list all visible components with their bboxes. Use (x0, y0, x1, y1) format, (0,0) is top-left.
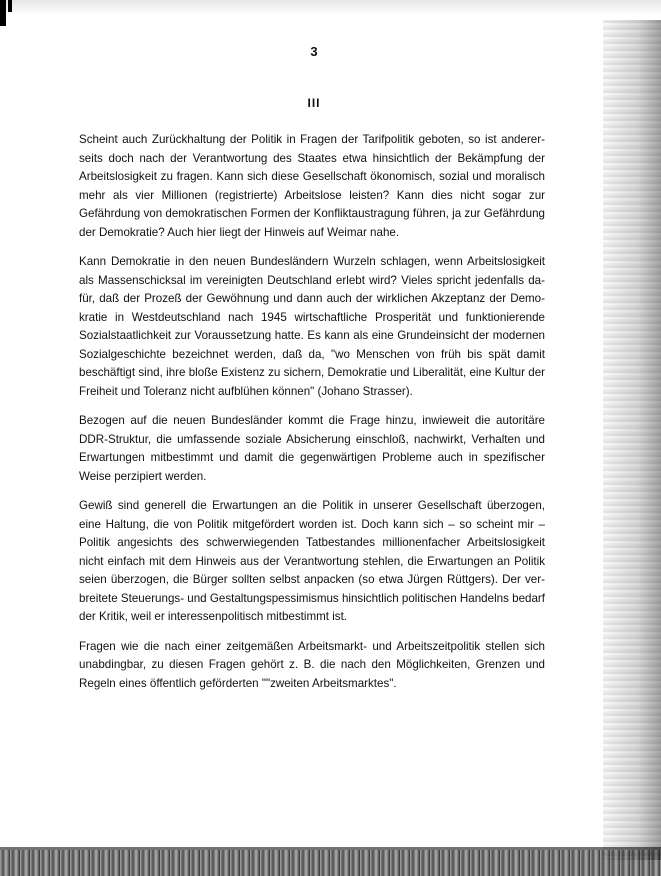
scan-shadow-top (0, 0, 661, 14)
paragraph-2: Kann Demokratie in den neuen Bundesländern Wurzeln schlagen, wenn Arbeitslosigkeit als Massenschicksal im vereinigten Deutschland erlebt wird? Vieles spricht jedenfalls dafür, daß der Prozeß der Gewöhnung und dann auch der wirklichen Akzeptanz der Demokratie in Westdeutschland nach 1945 wirtschaftliche Prosperität und funktionierende Sozialstaatlichkeit zur Voraussetzung hatte. Es kann als eine Grundeinsicht der modernen Sozialgeschichte bezeichnet werden, daß da, "wo Menschen von früh bis spät damit beschäftigt sind, ihre bloße Existenz zu sichern, Demokratie und Liberalität, eine Kultur der Freiheit und Toleranz nicht aufblühen können" (Johano Strasser). (79, 255, 545, 398)
paragraph-5: Fragen wie die nach einer zeitgemäßen Arbeitsmarkt- und Arbeitszeitpolitik stellen sich unabdingbar, zu diesen Fragen gehört z. B. die nach den Möglichkeiten, Grenzen und Regeln eines öffentlich geförderten ""zweiten Arbeitsmarktes". (79, 639, 545, 690)
paragraph-3: Bezogen auf die neuen Bundesländer kommt die Frage hinzu, inwieweit die autoritäre DDR-Struktur, die umfassende soziale Absicherung einschloß, nachwirkt, Verhalten und Erwartungen mitbestimmt und damit die gegenwärtigen Probleme auch in spezifischer Weise perzipiert werden. (79, 414, 545, 483)
page-number: 3 (310, 44, 318, 59)
paragraph-4: Gewiß sind generell die Erwartungen an die Politik in unserer Gesellschaft überzogen, eine Haltung, die von Politik mitgefördert worden ist. Doch kann sich – so scheint mir – Politik angesichts des schwerwiegenden Tatbestandes millionenfacher Arbeitslosigkeit nicht einfach mit dem Hinweis aus der Verantwortung stehlen, die Erwartungen an Politik seien überzogen, die Bürger sollten selbst anpacken (so etwa Jürgen Rüttgers). Der verbreitete Steuerungs- und Gestaltungspessimismus hinsichtlich politischen Handelns bedarf der Kritik, weil er interessenpolitisch mitbestimmt ist. (79, 499, 545, 623)
scan-shadow-right (603, 20, 661, 860)
scan-corner-mark (0, 0, 6, 26)
scan-corner-mark-small (8, 0, 12, 12)
body-text (79, 131, 545, 704)
scan-shadow-bottom (0, 850, 661, 876)
section-heading: III (307, 96, 321, 110)
paragraph-1: Scheint auch Zurückhaltung der Politik in Fragen der Tarifpolitik geboten, so ist andererseits doch nach der Verantwortung des Staates etwa hinsichtlich der Bekämpfung der Arbeitslosigkeit zu fragen. Kann sich diese Gesellschaft ökonomisch, sozial und moralisch mehr als vier Millionen (registrierte) Arbeitslose leisten? Kann dies nicht sogar zur Gefährdung von demokratischen Formen der Konfliktaustragung führen, ja zur Gefährdung der Demokratie? Auch hier liegt der Hinweis auf Weimar nahe. (79, 133, 545, 239)
